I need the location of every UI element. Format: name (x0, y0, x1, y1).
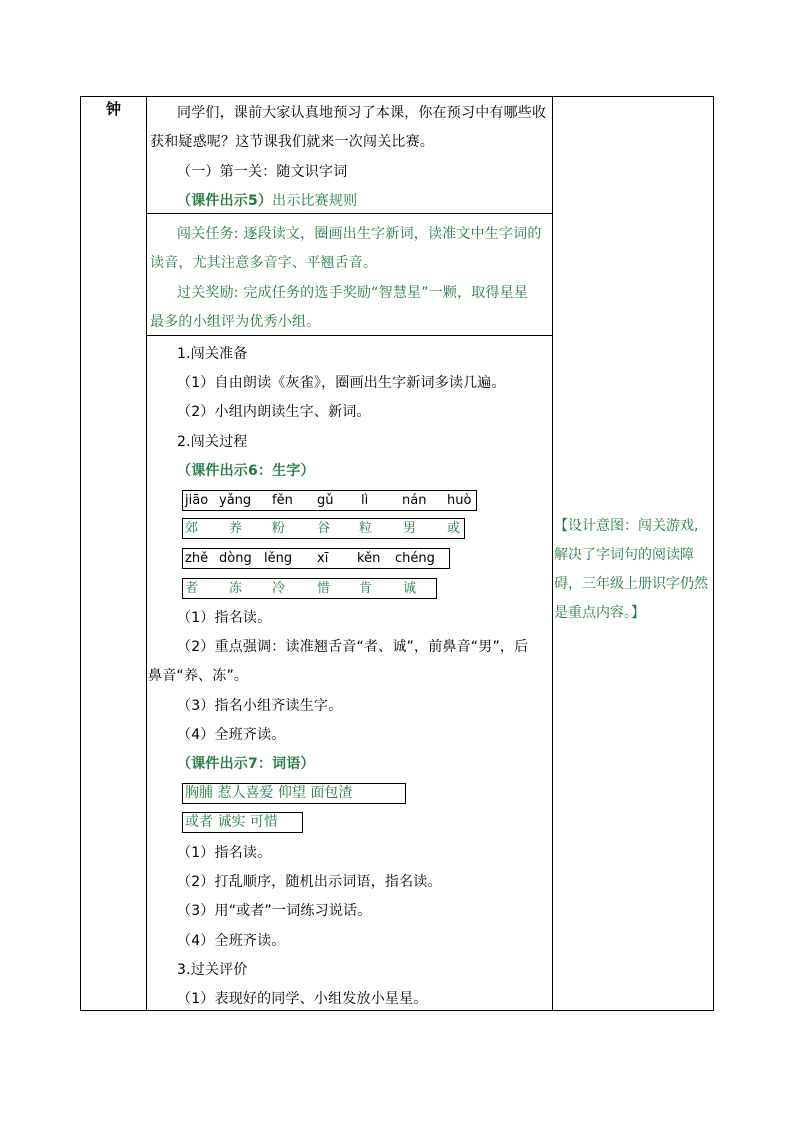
char-2-1: 者 (185, 581, 199, 596)
rules-reward-line-1: 过关奖励: 完成任务的选手奖励“智慧星”一颗，取得星星 (177, 285, 529, 301)
word-step-3: （3）用“或者”一词练习说话。 (177, 903, 372, 919)
table-bottom-border (80, 1010, 714, 1011)
process-title: 2.闯关过程 (177, 434, 248, 450)
intro-line-2: 获和疑惑呢？这节课我们就来一次闯关比赛。 (150, 134, 434, 150)
time-cell-text: 钟 (106, 100, 122, 118)
courseware-5-label: （课件出示5） (177, 193, 273, 209)
prep-step-1: （1）自由朗读《灰雀》，圈画出生字新词多读几遍。 (177, 375, 506, 391)
char-1-1: 郊 (185, 521, 199, 536)
courseware-5-text: 出示比赛规则 (272, 193, 358, 209)
table-left-border (80, 96, 81, 1011)
rules-task-line-2: 读音，尤其注意多音字、平翘舌音。 (150, 255, 378, 271)
char-2-3: 冷 (272, 581, 286, 596)
evaluation-step-1: （1）表现好的同学、小组发放小星星。 (177, 991, 428, 1007)
chars-row-2 (182, 578, 437, 599)
word-step-1: （1）指名读。 (177, 845, 272, 861)
char-2-4: 惜 (317, 581, 331, 596)
char-step-2b: 鼻音“养、冻”。 (148, 668, 249, 684)
courseware-6: （课件出示6：生字） (177, 463, 315, 479)
evaluation-title: 3.过关评价 (177, 962, 248, 978)
char-1-6: 男 (403, 521, 417, 536)
table-col-divider-2 (552, 96, 553, 1011)
chars-row-1 (182, 518, 465, 539)
char-1-2: 养 (229, 521, 243, 536)
rules-task-line-1: 闯关任务: 逐段读文，圈画出生字新词，读准文中生字词的 (177, 226, 542, 242)
pinyin-1-1: jiāo (185, 493, 209, 508)
intro-line-1: 同学们，课前大家认真地预习了本课，你在预习中有哪些收 (177, 105, 547, 121)
rules-box-bottom (146, 335, 552, 336)
char-step-3: （3）指名小组齐读生字。 (177, 698, 343, 714)
pinyin-1-4: gǔ (317, 493, 334, 508)
word-step-2: （2）打乱顺序，随机出示词语，指名读。 (177, 874, 442, 890)
pinyin-row-1 (182, 490, 477, 511)
design-intent (554, 512, 714, 628)
courseware-5 (177, 191, 357, 211)
char-1-4: 谷 (317, 521, 331, 536)
design-intent-line-2: 解决了字词句的阅读障 (554, 547, 694, 563)
word-step-4: （4）全班齐读。 (177, 933, 286, 949)
pinyin-1-6: nán (402, 493, 427, 508)
words-row-2: 或者 诚实 可惜 (182, 812, 303, 833)
prep-title: 1.闯关准备 (177, 346, 248, 362)
char-step-2a: （2）重点强调：读准翘舌音“者、诚”，前鼻音“男”，后 (177, 639, 529, 655)
pinyin-2-4: xī (317, 551, 329, 566)
pinyin-2-5: kěn (357, 551, 381, 566)
rules-box-top (146, 213, 552, 214)
courseware-7: （课件出示7：词语） (177, 756, 315, 772)
char-1-5: 粒 (359, 521, 373, 536)
char-step-4: （4）全班齐读。 (177, 727, 286, 743)
table-top-border (80, 96, 714, 97)
design-intent-line-4: 是重点内容。】 (554, 605, 645, 621)
char-2-6: 诚 (403, 581, 417, 596)
prep-step-2: （2）小组内朗读生字、新词。 (177, 404, 371, 420)
pinyin-1-3: fěn (272, 493, 293, 508)
char-2-2: 冻 (229, 581, 243, 596)
char-step-1: （1）指名读。 (177, 610, 272, 626)
pinyin-2-1: zhě (185, 551, 209, 566)
pinyin-2-2: dòng (219, 551, 252, 566)
design-intent-line-1: 【设计意图：闯关游戏, (554, 518, 699, 534)
table-col-divider-1 (146, 96, 147, 1011)
char-1-7: 或 (447, 521, 461, 536)
rules-reward-line-2: 最多的小组评为优秀小组。 (150, 314, 321, 330)
pinyin-1-2: yǎng (219, 493, 252, 508)
pinyin-1-7: huò (447, 493, 472, 508)
pinyin-row-2 (182, 548, 450, 569)
pinyin-2-6: chéng (395, 551, 435, 566)
words-row-1: 胸脯 惹人喜爱 仰望 面包渣 (182, 783, 406, 804)
design-intent-line-3: 碍，三年级上册识字仍然 (554, 576, 708, 592)
level-one-title: （一）第一关：随文识字词 (177, 164, 348, 180)
char-2-5: 肯 (359, 581, 373, 596)
pinyin-2-3: lěng (264, 551, 293, 566)
char-1-3: 粉 (272, 521, 286, 536)
pinyin-1-5: lì (361, 493, 369, 508)
